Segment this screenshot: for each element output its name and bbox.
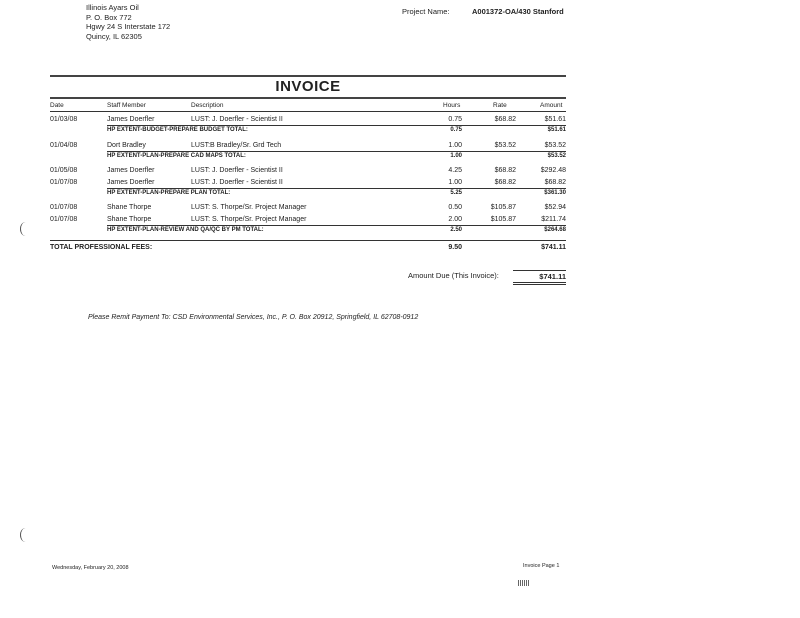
amount-due-label: Amount Due (This Invoice): [408, 271, 499, 280]
subtotal-hours: 2.50 [450, 227, 462, 233]
page-title: INVOICE [275, 78, 341, 95]
cell-amount: $68.82 [544, 179, 566, 186]
cell-date: 01/04/08 [50, 142, 78, 149]
col-header-description: Description [191, 102, 224, 109]
cell-amount: $52.94 [544, 204, 566, 211]
footer-page: Invoice Page 1 [523, 563, 560, 569]
total-label: TOTAL PROFESSIONAL FEES: [50, 244, 153, 251]
subtotal-row [50, 190, 566, 200]
cell-date: 01/05/08 [50, 167, 78, 174]
subtotal-label: HP EXTENT-PLAN-PREPARE CAD MAPS TOTAL: [107, 153, 246, 159]
cell-staff: James Doerfler [107, 179, 155, 186]
col-header-hours: Hours [443, 102, 461, 109]
cell-description: LUST: S. Thorpe/Sr. Project Manager [191, 204, 307, 211]
project-label: Project Name: [402, 7, 450, 16]
cell-rate: $68.82 [494, 179, 516, 186]
subtotal-label: HP EXTENT-PLAN-PREPARE PLAN TOTAL: [107, 190, 231, 196]
cell-date: 01/07/08 [50, 179, 78, 186]
cell-hours: 1.00 [448, 179, 462, 186]
subtotal-label: HP EXTENT-BUDGET-PREPARE BUDGET TOTAL: [107, 127, 248, 133]
cell-description: LUST: J. Doerfler - Scientist II [191, 116, 283, 123]
col-header-staff: Staff Member [107, 102, 146, 109]
col-header-date: Date [50, 102, 64, 109]
cell-hours: 1.00 [448, 142, 462, 149]
client-address [86, 3, 170, 41]
subtotal-amount: $53.52 [547, 153, 566, 159]
scan-mark-icon [20, 528, 31, 542]
subtotal-hours: 1.00 [450, 153, 462, 159]
project-name: A001372-OA/430 Stanford [472, 7, 564, 16]
total-amount: $741.11 [541, 244, 566, 251]
subtotal-rule [107, 125, 566, 126]
address-line: Hgwy 24 S Interstate 172 [86, 22, 171, 31]
address-line: P. O. Box 772 [86, 12, 132, 22]
cell-hours: 0.75 [448, 116, 462, 123]
subtotal-amount: $51.61 [547, 127, 566, 133]
address-line: Quincy, IL 62305 [86, 31, 142, 41]
cell-amount: $211.74 [541, 216, 566, 223]
cell-staff: Shane Thorpe [107, 216, 152, 223]
cell-rate: $68.82 [494, 116, 516, 123]
subtotal-row [50, 127, 566, 137]
cell-date: 01/07/08 [50, 216, 78, 223]
col-header-rate: Rate [493, 102, 507, 109]
cell-description: LUST: J. Doerfler - Scientist II [191, 167, 283, 174]
table-row [50, 204, 566, 214]
cell-date: 01/03/08 [50, 116, 78, 123]
divider [50, 97, 566, 99]
cell-description: LUST: S. Thorpe/Sr. Project Manager [191, 216, 307, 223]
subtotal-hours: 5.25 [450, 190, 462, 196]
header-rule [50, 111, 566, 112]
cell-rate: $53.52 [494, 142, 516, 149]
cell-staff: James Doerfler [107, 116, 155, 123]
cell-amount: $53.52 [544, 142, 566, 149]
subtotal-rule [107, 225, 566, 226]
scan-mark-icon [20, 222, 31, 236]
footer-date: Wednesday, February 20, 2008 [52, 565, 129, 571]
subtotal-label: HP EXTENT-PLAN-REVIEW AND QA/QC BY PM TOTAL: [107, 227, 264, 233]
cell-staff: Dort Bradley [107, 142, 146, 149]
cell-date: 01/07/08 [50, 204, 78, 211]
cell-amount: $51.61 [544, 116, 566, 123]
subtotal-row [50, 227, 566, 237]
subtotal-amount: $361.30 [544, 190, 566, 196]
subtotal-amount: $264.68 [544, 227, 566, 233]
cell-amount: $292.48 [540, 167, 566, 174]
amount-due-value: $741.11 [513, 270, 566, 285]
total-row [50, 244, 566, 254]
divider [50, 75, 566, 77]
subtotal-row [50, 153, 566, 163]
col-header-amount: Amount [540, 102, 563, 109]
cell-description: LUST: J. Doerfler - Scientist II [191, 179, 283, 186]
subtotal-hours: 0.75 [450, 127, 462, 133]
total-rule [50, 240, 566, 241]
cell-staff: Shane Thorpe [107, 204, 152, 211]
total-hours: 9.50 [448, 244, 462, 251]
subtotal-rule [107, 188, 566, 189]
address-line: Illinois Ayars Oil [86, 3, 139, 12]
cell-hours: 2.00 [448, 216, 462, 223]
subtotal-rule [107, 151, 566, 152]
cell-rate: $68.82 [494, 167, 516, 174]
cell-rate: $105.87 [490, 216, 516, 223]
remit-note: Please Remit Payment To: CSD Environmental Services, Inc., P. O. Box 20912, Springfield, IL 62708-0912 [88, 314, 419, 321]
cell-staff: James Doerfler [107, 167, 155, 174]
cell-rate: $105.87 [490, 204, 516, 211]
cell-hours: 4.25 [448, 167, 462, 174]
table-row [50, 167, 566, 177]
cell-description: LUST:B Bradley/Sr. Grd Tech [191, 142, 282, 149]
stamp-icon [518, 580, 529, 586]
cell-hours: 0.50 [448, 204, 462, 211]
